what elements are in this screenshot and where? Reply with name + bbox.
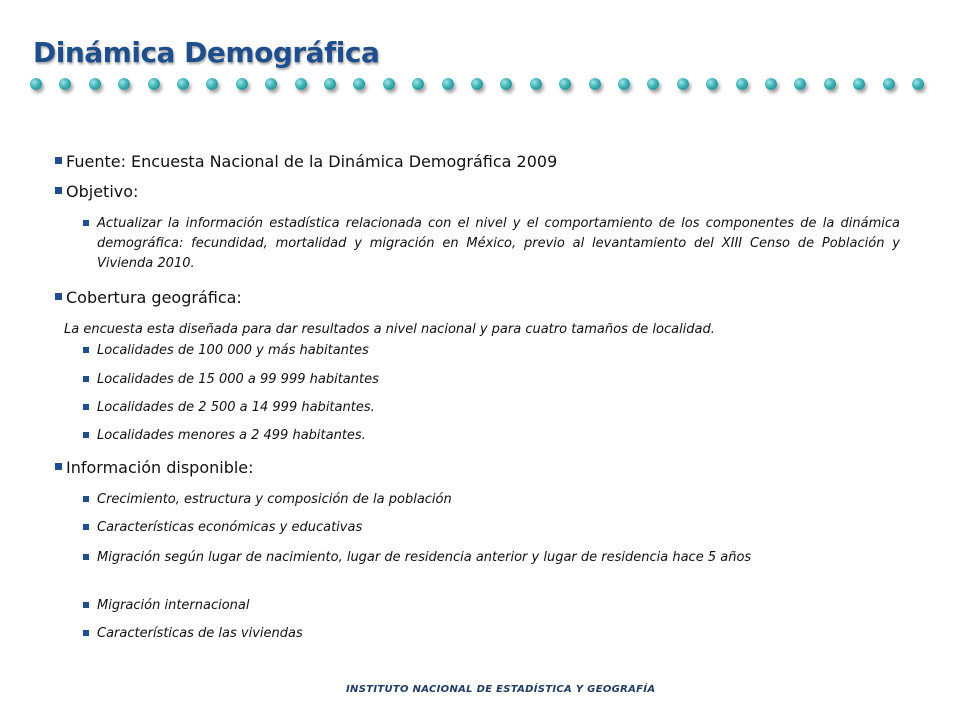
- sub-bullet-localidad: [82, 426, 900, 446]
- square-bullet-icon: [83, 432, 89, 438]
- sub-bullet-informacion: [82, 518, 900, 538]
- bullet-cobertura-heading: Cobertura geográfica:: [66, 288, 242, 307]
- sub-bullet-localidad-text: Localidades de 15 000 a 99 999 habitantes: [97, 372, 379, 387]
- square-bullet-icon: [55, 293, 62, 300]
- sub-bullet-localidad: [82, 341, 900, 361]
- sub-bullet-localidad: [82, 398, 900, 418]
- square-bullet-icon: [83, 602, 89, 608]
- square-bullet-icon: [83, 630, 89, 636]
- slide-title: Dinámica Demográfica: [33, 36, 380, 69]
- square-bullet-icon: [83, 554, 89, 560]
- square-bullet-icon: [55, 157, 62, 164]
- bullet-informacion-heading: Información disponible:: [66, 458, 254, 477]
- cobertura-paragraph: La encuesta esta diseñada para dar resultados a nivel nacional y para cuatro tamaños de localidad.: [64, 322, 715, 337]
- square-bullet-icon: [83, 404, 89, 410]
- sub-bullet-informacion: [82, 490, 900, 510]
- sub-bullet-informacion-text: Migración internacional: [97, 598, 250, 613]
- square-bullet-icon: [83, 347, 89, 353]
- sub-bullet-informacion-text: Características económicas y educativas: [97, 520, 363, 535]
- sub-bullet-objetivo: [82, 214, 900, 274]
- sub-bullet-localidad: [82, 370, 900, 390]
- sub-bullet-informacion-text: Migración según lugar de nacimiento, lugar de residencia anterior y lugar de residencia hace 5 años: [97, 550, 752, 565]
- square-bullet-icon: [55, 187, 62, 194]
- sub-bullet-objetivo-text: Actualizar la información estadística relacionada con el nivel y el comportamiento de los componentes de la dinámica demográfica: fecundidad, mortalidad y migración en México, previo al levantamiento del XIII Censo de Población y Vivienda 2010.: [97, 216, 900, 271]
- sub-bullet-informacion-text: Características de las viviendas: [97, 626, 303, 641]
- footer-institution-logo-text: INSTITUTO NACIONAL DE ESTADÍSTICA Y GEOGRAFÍA: [346, 684, 656, 695]
- sub-bullet-informacion: [82, 548, 900, 568]
- square-bullet-icon: [83, 376, 89, 382]
- sub-bullet-localidad-text: Localidades menores a 2 499 habitantes.: [97, 428, 366, 443]
- sub-bullet-informacion: [82, 624, 900, 644]
- bullet-fuente-text: Fuente: Encuesta Nacional de la Dinámica Demográfica 2009: [66, 152, 558, 171]
- square-bullet-icon: [55, 463, 62, 470]
- sub-bullet-informacion: [82, 596, 900, 616]
- sub-bullet-localidad-text: Localidades de 2 500 a 14 999 habitantes.: [97, 400, 375, 415]
- sub-bullet-informacion-text: Crecimiento, estructura y composición de la población: [97, 492, 452, 507]
- bullet-objetivo-heading: Objetivo:: [66, 182, 139, 201]
- square-bullet-icon: [83, 496, 89, 502]
- square-bullet-icon: [83, 524, 89, 530]
- square-bullet-icon: [83, 220, 89, 226]
- sub-bullet-localidad-text: Localidades de 100 000 y más habitantes: [97, 343, 369, 358]
